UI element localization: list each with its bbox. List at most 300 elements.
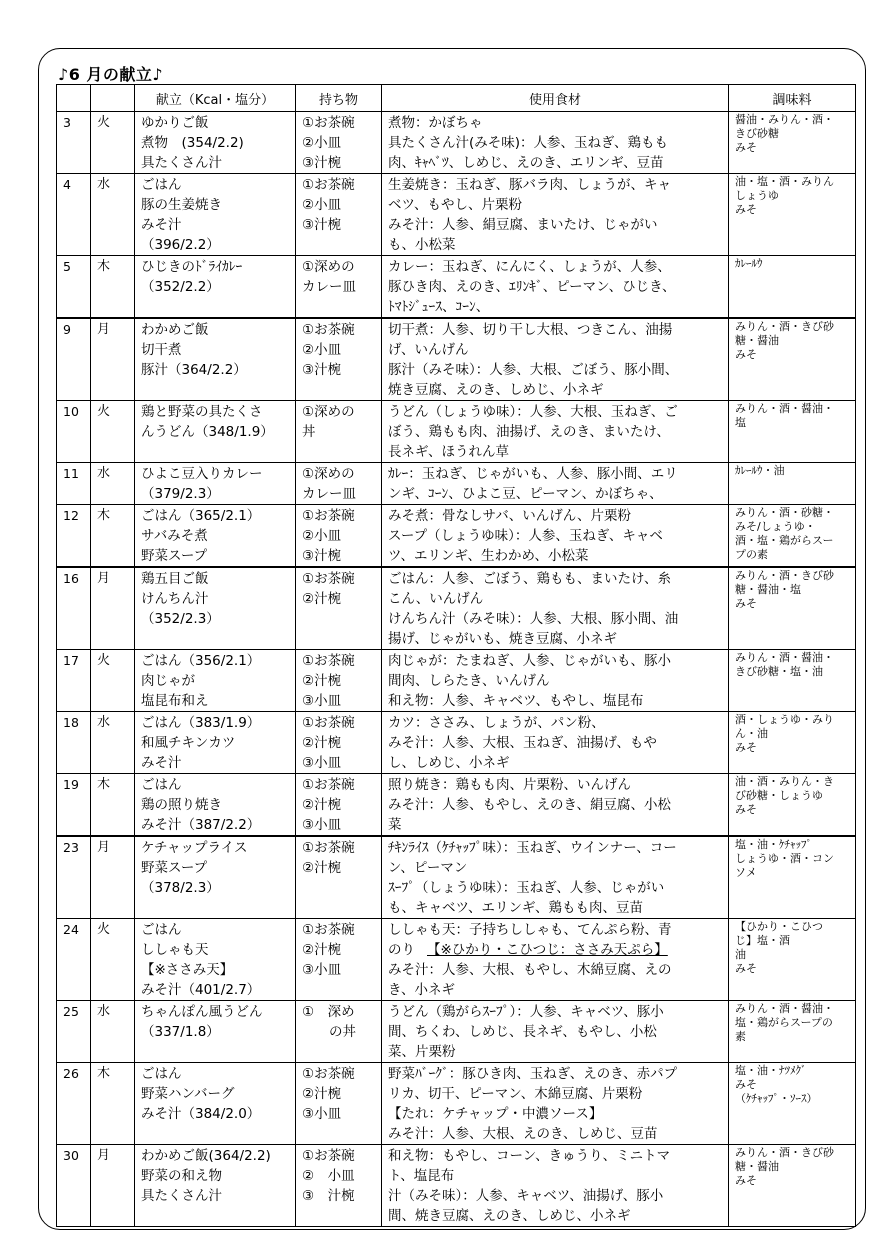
ingredient-text: ししゃも天：子持ちししゃも、てんぷら粉、青 (388, 922, 672, 938)
menu-line: 肉じゃが (141, 673, 195, 689)
menu-row (57, 567, 856, 650)
menu-line: ごはん（365/2.1） (141, 508, 261, 524)
weekday-cell: 木 (91, 256, 135, 319)
menu-line: 鶏の照り焼き (141, 797, 222, 813)
date-cell: 17 (57, 650, 91, 712)
ingredient-text: ン、ピーマン (388, 860, 468, 876)
carry-cell (296, 256, 382, 319)
carry-line: ③汁椀 (302, 155, 342, 171)
carry-line: ③小皿 (302, 693, 342, 709)
seasoning-line: 醤油・みりん・酒・ (735, 113, 834, 126)
date-cell: 26 (57, 1063, 91, 1145)
ingredient-line (388, 629, 724, 649)
carry-line: ②小皿 (302, 342, 342, 358)
menu-row (57, 1063, 856, 1145)
weekday-cell: 火 (91, 650, 135, 712)
seasoning-line: みそ (735, 1174, 757, 1187)
carry-cell (296, 650, 382, 712)
menu-cell (135, 256, 296, 319)
seasoning-cell (729, 256, 856, 319)
carry-line: ③ 汁椀 (302, 1188, 355, 1204)
weekday-cell: 火 (91, 919, 135, 1001)
ingredient-text: ｽｰﾌﾟ（しょうゆ味）：玉ねぎ、人参、じゃがい (388, 880, 665, 896)
date-cell: 5 (57, 256, 91, 319)
carry-line: ③小皿 (302, 1106, 342, 1122)
menu-line: サバみそ煮 (141, 528, 208, 544)
seasoning-line: きび砂糖・塩・油 (735, 665, 823, 678)
menu-line: 具たくさん汁 (141, 1188, 222, 1204)
weekday-cell: 月 (91, 1145, 135, 1227)
menu-row (57, 1001, 856, 1063)
ingredient-line (388, 175, 724, 195)
ingredient-line (388, 235, 724, 255)
ingredients-cell (382, 318, 729, 401)
menu-line: 野菜スープ (141, 860, 208, 876)
date-cell: 18 (57, 712, 91, 774)
seasoning-line: みそ (735, 597, 757, 610)
ingredient-text: のり (388, 942, 415, 958)
seasoning-line: 油・塩・酒・みりん (735, 175, 834, 188)
menu-line: （337/1.8） (141, 1024, 220, 1040)
ingredient-line (388, 920, 724, 940)
menu-line: みそ汁（384/2.0） (141, 1106, 261, 1122)
header-seasoning: 調味料 (729, 85, 856, 112)
carry-line: ②小皿 (302, 197, 342, 213)
menu-cell (135, 567, 296, 650)
ingredient-text: 間肉、しらたき、いんげん (388, 673, 550, 689)
carry-cell (296, 774, 382, 837)
carry-cell (296, 318, 382, 401)
menu-line: 鶏五目ご飯 (141, 571, 209, 587)
ingredient-line (388, 1084, 724, 1104)
ingredient-text: ぼう、鶏もも肉、油揚げ、えのき、まいたけ、 (388, 424, 670, 440)
menu-line: 野菜の和え物 (141, 1168, 222, 1184)
ingredient-text: 煮物：かぼちゃ (388, 115, 483, 131)
menu-cell (135, 318, 296, 401)
header-carry: 持ち物 (296, 85, 382, 112)
ingredient-line (388, 133, 724, 153)
menu-line: 和風チキンカツ (141, 735, 236, 751)
carry-cell (296, 712, 382, 774)
seasoning-line: しょうゆ (735, 189, 779, 202)
seasoning-cell (729, 318, 856, 401)
ingredients-cell (382, 401, 729, 463)
ingredient-line (388, 506, 724, 526)
seasoning-line: みそ (735, 141, 757, 154)
menu-line: （352/2.2） (141, 279, 220, 295)
carry-line: ① 深め (302, 1004, 355, 1020)
ingredient-text: 汁（みそ味）：人参、キャベツ、油揚げ、豚小 (388, 1188, 664, 1204)
menu-cell (135, 112, 296, 174)
ingredient-line (388, 526, 724, 546)
ingredient-line (388, 402, 724, 422)
seasoning-cell (729, 919, 856, 1001)
carry-line: ③小皿 (302, 962, 342, 978)
carry-line: ①お茶碗 (302, 177, 355, 193)
menu-line: ごはん (141, 922, 182, 938)
carry-line: ①お茶碗 (302, 715, 355, 731)
menu-line: （396/2.2） (141, 237, 220, 253)
menu-line: （352/2.3） (141, 611, 220, 627)
ingredient-text: みそ汁：人参、大根、玉ねぎ、油揚げ、もや (388, 735, 657, 751)
ingredient-line (388, 753, 724, 773)
weekday-cell: 木 (91, 505, 135, 568)
menu-line: んうどん（348/1.9） (141, 424, 274, 440)
weekday-cell: 水 (91, 174, 135, 256)
ingredient-line (388, 878, 724, 898)
menu-line: 具たくさん汁 (141, 155, 222, 171)
seasoning-line: みそ (735, 962, 757, 975)
seasoning-line: 糖・醤油 (735, 334, 779, 347)
seasoning-line: みそ (735, 203, 757, 216)
carry-line: ①深めの (302, 404, 355, 420)
ingredient-line (388, 838, 724, 858)
menu-row (57, 318, 856, 401)
carry-line: ①深めの (302, 466, 355, 482)
ingredient-line (388, 1186, 724, 1206)
ingredient-text: カツ：ささみ、しょうが、パン粉、 (388, 715, 605, 731)
ingredient-text: みそ煮：骨なしサバ、いんげん、片栗粉 (388, 508, 631, 524)
ingredient-text: げ、いんげん (388, 342, 469, 358)
carry-line: ②汁椀 (302, 673, 342, 689)
ingredient-line (388, 1124, 724, 1144)
seasoning-cell (729, 174, 856, 256)
weekday-cell: 火 (91, 112, 135, 174)
menu-line: （378/2.3） (141, 880, 220, 896)
menu-line: ししゃも天 (141, 942, 209, 958)
ingredient-line (388, 422, 724, 442)
ingredient-line (388, 980, 724, 1000)
ingredient-text: ﾁｷﾝﾗｲｽ（ｹﾁｬｯﾌﾟ味）：玉ねぎ、ウインナー、コー (388, 840, 677, 856)
carry-cell (296, 401, 382, 463)
menu-line: みそ汁（401/2.7） (141, 982, 261, 998)
carry-line: ①お茶碗 (302, 1066, 355, 1082)
menu-line: 【※ささみ天】 (141, 962, 234, 978)
carry-line: ①お茶碗 (302, 322, 355, 338)
carry-line: ②汁椀 (302, 591, 342, 607)
menu-line: ごはん（356/2.1） (141, 653, 261, 669)
ingredient-text: ツ、エリンギ、生わかめ、小松菜 (388, 548, 589, 564)
ingredient-text: ト、塩昆布 (388, 1168, 455, 1184)
date-cell: 4 (57, 174, 91, 256)
carry-line: ①お茶碗 (302, 115, 355, 131)
seasoning-line: （ｹﾁｬｯﾌﾟ・ｿｰｽ） (735, 1092, 818, 1105)
carry-cell (296, 174, 382, 256)
seasoning-line: 素 (735, 1030, 746, 1043)
menu-line: 野菜ハンバーグ (141, 1086, 235, 1102)
menu-body (57, 112, 856, 1227)
ingredient-line (388, 215, 724, 235)
ingredient-note: 【※ひかり・こひつじ：ささみ天ぷら】 (427, 942, 668, 958)
seasoning-line: みそ (735, 803, 757, 816)
seasoning-line: 酒・しょうゆ・みり (735, 713, 834, 726)
ingredients-cell (382, 256, 729, 319)
header-ingredients: 使用食材 (382, 85, 729, 112)
menu-line: みそ汁 (141, 217, 182, 233)
carry-line: ②汁椀 (302, 797, 342, 813)
seasoning-line: 塩・油・ｹﾁｬｯﾌﾟ (735, 838, 812, 851)
carry-cell (296, 836, 382, 919)
carry-line: ③汁椀 (302, 362, 342, 378)
seasoning-line: ｶﾚｰﾙｳ・油 (735, 464, 785, 477)
seasoning-line: みりん・酒・砂糖・ (735, 506, 834, 519)
ingredient-line (388, 733, 724, 753)
menu-line: わかめご飯 (141, 322, 209, 338)
menu-row (57, 505, 856, 568)
carry-cell (296, 505, 382, 568)
ingredient-line (388, 1206, 724, 1226)
carry-line: カレー皿 (302, 486, 356, 502)
menu-line: ゆかりご飯 (141, 115, 209, 131)
ingredient-text: ごはん：人参、ごぼう、鶏もも、まいたけ、糸 (388, 571, 671, 587)
ingredient-line (388, 1002, 724, 1022)
menu-line: 切干煮 (141, 342, 182, 358)
menu-row (57, 112, 856, 174)
weekday-cell: 月 (91, 318, 135, 401)
carry-line: ②小皿 (302, 135, 342, 151)
ingredient-line (388, 113, 724, 133)
carry-cell (296, 112, 382, 174)
seasoning-line: 糖・醤油・塩 (735, 583, 801, 596)
ingredient-text: 和え物：人参、キャベツ、もやし、塩昆布 (388, 693, 644, 709)
ingredient-line (388, 898, 724, 918)
ingredient-text: 肉、ｷｬﾍﾞﾂ、しめじ、えのき、エリンギ、豆苗 (388, 155, 664, 171)
carry-cell (296, 1145, 382, 1227)
menu-line: ひよこ豆入りカレー (141, 466, 263, 482)
ingredient-text: こん、いんげん (388, 591, 484, 607)
ingredients-cell (382, 919, 729, 1001)
ingredients-cell (382, 650, 729, 712)
ingredient-text: も、小松菜 (388, 237, 456, 253)
menu-line: ごはん (141, 1066, 182, 1082)
seasoning-cell (729, 463, 856, 505)
seasoning-line: みりん・酒・きび砂 (735, 320, 834, 333)
ingredient-text: 焼き豆腐、えのき、しめじ、小ネギ (388, 382, 604, 398)
weekday-cell: 水 (91, 463, 135, 505)
ingredient-text: 豚汁（みそ味）：人参、大根、ごぼう、豚小間、 (388, 362, 679, 378)
ingredient-line (388, 320, 724, 340)
carry-line: ①お茶碗 (302, 1148, 355, 1164)
ingredient-text: ベツ、もやし、片栗粉 (388, 197, 523, 213)
ingredient-line (388, 340, 724, 360)
ingredient-text: けんちん汁（みそ味）：人参、大根、豚小間、油 (388, 611, 679, 627)
seasoning-cell (729, 836, 856, 919)
menu-row (57, 774, 856, 837)
carry-cell (296, 1063, 382, 1145)
seasoning-line: ん・油 (735, 727, 768, 740)
ingredients-cell (382, 174, 729, 256)
seasoning-line: みりん・酒・きび砂 (735, 1146, 834, 1159)
menu-line: ケチャップライス (141, 840, 248, 856)
menu-row (57, 919, 856, 1001)
menu-cell (135, 463, 296, 505)
seasoning-line: 酒・塩・鶏がらスー (735, 534, 834, 547)
ingredient-line (388, 691, 724, 711)
ingredient-text: うどん（鶏がらｽｰﾌﾟ）：人参、キャベツ、豚小 (388, 1004, 664, 1020)
ingredients-cell (382, 1063, 729, 1145)
weekday-cell: 火 (91, 401, 135, 463)
ingredient-line (388, 277, 724, 297)
ingredients-cell (382, 836, 729, 919)
ingredient-line (388, 651, 724, 671)
seasoning-line: 油・酒・みりん・き (735, 775, 834, 788)
ingredients-cell (382, 463, 729, 505)
header-weekday (91, 85, 135, 112)
ingredient-line (388, 775, 724, 795)
menu-line: みそ汁 (141, 755, 182, 771)
ingredient-text: 具たくさん汁(みそ味)：人参、玉ねぎ、鶏もも (388, 135, 668, 151)
ingredient-text: ンギ、ｺｰﾝ、ひよこ豆、ピーマン、かぼちゃ、 (388, 486, 663, 502)
carry-line: ③小皿 (302, 817, 342, 833)
ingredient-line (388, 257, 724, 277)
carry-line: ②汁椀 (302, 860, 342, 876)
carry-line: の丼 (302, 1024, 356, 1040)
seasoning-line: び砂糖・しょうゆ (735, 789, 823, 802)
carry-line: ①お茶碗 (302, 922, 355, 938)
menu-line: ごはん (141, 777, 182, 793)
ingredients-cell (382, 567, 729, 650)
weekday-cell: 月 (91, 567, 135, 650)
header-row (57, 85, 856, 112)
menu-cell (135, 774, 296, 837)
ingredient-text: 【たれ：ケチャップ・中濃ソース】 (388, 1106, 603, 1122)
carry-cell (296, 919, 382, 1001)
seasoning-cell (729, 774, 856, 837)
carry-line: ①お茶碗 (302, 777, 355, 793)
seasoning-cell (729, 505, 856, 568)
date-cell: 9 (57, 318, 91, 401)
seasoning-cell (729, 112, 856, 174)
ingredient-text: 野菜ﾊﾞｰｸﾞ：豚ひき肉、玉ねぎ、えのき、赤パプ (388, 1066, 678, 1082)
ingredient-text: 揚げ、じゃがいも、焼き豆腐、小ネギ (388, 631, 617, 647)
ingredient-line (388, 464, 724, 484)
ingredient-line (388, 1042, 724, 1062)
ingredient-text: 肉じゃが：たまねぎ、人参、じゃがいも、豚小 (388, 653, 671, 669)
ingredient-text: し、しめじ、小ネギ (388, 755, 510, 771)
weekday-cell: 月 (91, 836, 135, 919)
carry-line: ①お茶碗 (302, 840, 355, 856)
ingredient-text: みそ汁：人参、もやし、えのき、絹豆腐、小松 (388, 797, 671, 813)
weekday-cell: 水 (91, 712, 135, 774)
ingredient-line (388, 713, 724, 733)
ingredient-text: 豚ひき肉、えのき、ｴﾘﾝｷﾞ、ピーマン、ひじき、 (388, 279, 676, 295)
ingredient-line (388, 589, 724, 609)
date-cell: 25 (57, 1001, 91, 1063)
seasoning-line: みりん・酒・醤油・ (735, 1002, 834, 1015)
date-cell: 19 (57, 774, 91, 837)
ingredient-line (388, 960, 724, 980)
carry-line: ①深めの (302, 259, 355, 275)
seasoning-cell (729, 1145, 856, 1227)
menu-line: 野菜スープ (141, 548, 208, 564)
menu-cell (135, 836, 296, 919)
date-cell: 11 (57, 463, 91, 505)
menu-line: 塩昆布和え (141, 693, 209, 709)
ingredient-text: リカ、切干、ピーマン、木綿豆腐、片栗粉 (388, 1086, 643, 1102)
menu-cell (135, 712, 296, 774)
ingredient-text: 長ネギ、ほうれん草 (388, 444, 509, 460)
ingredient-text: き、小ネギ (388, 982, 455, 998)
date-cell: 30 (57, 1145, 91, 1227)
seasoning-line: じ】塩・酒 (735, 934, 790, 947)
seasoning-line: 塩 (735, 416, 746, 429)
carry-line: ③汁椀 (302, 217, 342, 233)
weekday-cell: 木 (91, 774, 135, 837)
ingredient-line (388, 484, 724, 504)
menu-line: ちゃんぽん風うどん (141, 1004, 263, 1020)
ingredients-cell (382, 112, 729, 174)
seasoning-line: しょうゆ・酒・コン (735, 852, 834, 865)
ingredient-line (388, 815, 724, 835)
ingredient-line (388, 1146, 724, 1166)
seasoning-line: 糖・醤油 (735, 1160, 779, 1173)
menu-cell (135, 1145, 296, 1227)
menu-row (57, 836, 856, 919)
menu-cell (135, 174, 296, 256)
ingredient-line (388, 380, 724, 400)
menu-row (57, 650, 856, 712)
ingredient-line (388, 1064, 724, 1084)
menu-table (56, 84, 856, 1227)
ingredient-text: みそ汁：人参、大根、えのき、しめじ、豆苗 (388, 1126, 658, 1142)
ingredient-line (388, 609, 724, 629)
seasoning-cell (729, 712, 856, 774)
header-menu: 献立（Kcal・塩分） (135, 85, 296, 112)
menu-row (57, 712, 856, 774)
menu-line: 豚汁（364/2.2） (141, 362, 247, 378)
ingredient-line (388, 360, 724, 380)
carry-line: ③汁椀 (302, 548, 342, 564)
menu-line: みそ汁（387/2.2） (141, 817, 261, 833)
seasoning-cell (729, 1063, 856, 1145)
seasoning-line: みそ (735, 348, 757, 361)
menu-line: 豚の生姜焼き (141, 197, 222, 213)
ingredient-text: スープ（しょうゆ味）：人参、玉ねぎ、キャベ (388, 528, 663, 544)
menu-cell (135, 1001, 296, 1063)
carry-line: ①お茶碗 (302, 571, 355, 587)
ingredient-text: うどん（しょうゆ味）：人参、大根、玉ねぎ、ご (388, 404, 678, 420)
seasoning-line: みりん・酒・醤油・ (735, 651, 834, 664)
ingredient-text: ｶﾚｰ：玉ねぎ、じゃがいも、人参、豚小間、エリ (388, 466, 678, 482)
date-cell: 12 (57, 505, 91, 568)
ingredients-cell (382, 1001, 729, 1063)
ingredient-line (388, 940, 724, 960)
date-cell: 24 (57, 919, 91, 1001)
menu-cell (135, 401, 296, 463)
menu-line: ひじきのﾄﾞﾗｲｶﾚｰ (141, 259, 243, 275)
ingredient-line (388, 1166, 724, 1186)
menu-cell (135, 505, 296, 568)
weekday-cell: 木 (91, 1063, 135, 1145)
seasoning-cell (729, 1001, 856, 1063)
menu-line: けんちん汁 (141, 591, 209, 607)
carry-cell (296, 1001, 382, 1063)
menu-row (57, 1145, 856, 1227)
carry-line: ② 小皿 (302, 1168, 355, 1184)
seasoning-line: 塩・油・ﾅﾂﾒｸﾞ (735, 1064, 807, 1077)
date-cell: 3 (57, 112, 91, 174)
ingredient-text: カレー：玉ねぎ、にんにく、しょうが、人参、 (388, 259, 671, 275)
seasoning-line: みりん・酒・醤油・ (735, 402, 834, 415)
carry-line: ①お茶碗 (302, 653, 355, 669)
ingredient-line (388, 858, 724, 878)
seasoning-line: 塩・鶏がらスープの (735, 1016, 833, 1029)
ingredient-line (388, 546, 724, 566)
seasoning-line: きび砂糖 (735, 127, 779, 140)
ingredient-text: みそ汁：人参、絹豆腐、まいたけ、じゃがい (388, 217, 658, 233)
date-cell: 23 (57, 836, 91, 919)
ingredient-text: 間、ちくわ、しめじ、長ネギ、もやし、小松 (388, 1024, 657, 1040)
